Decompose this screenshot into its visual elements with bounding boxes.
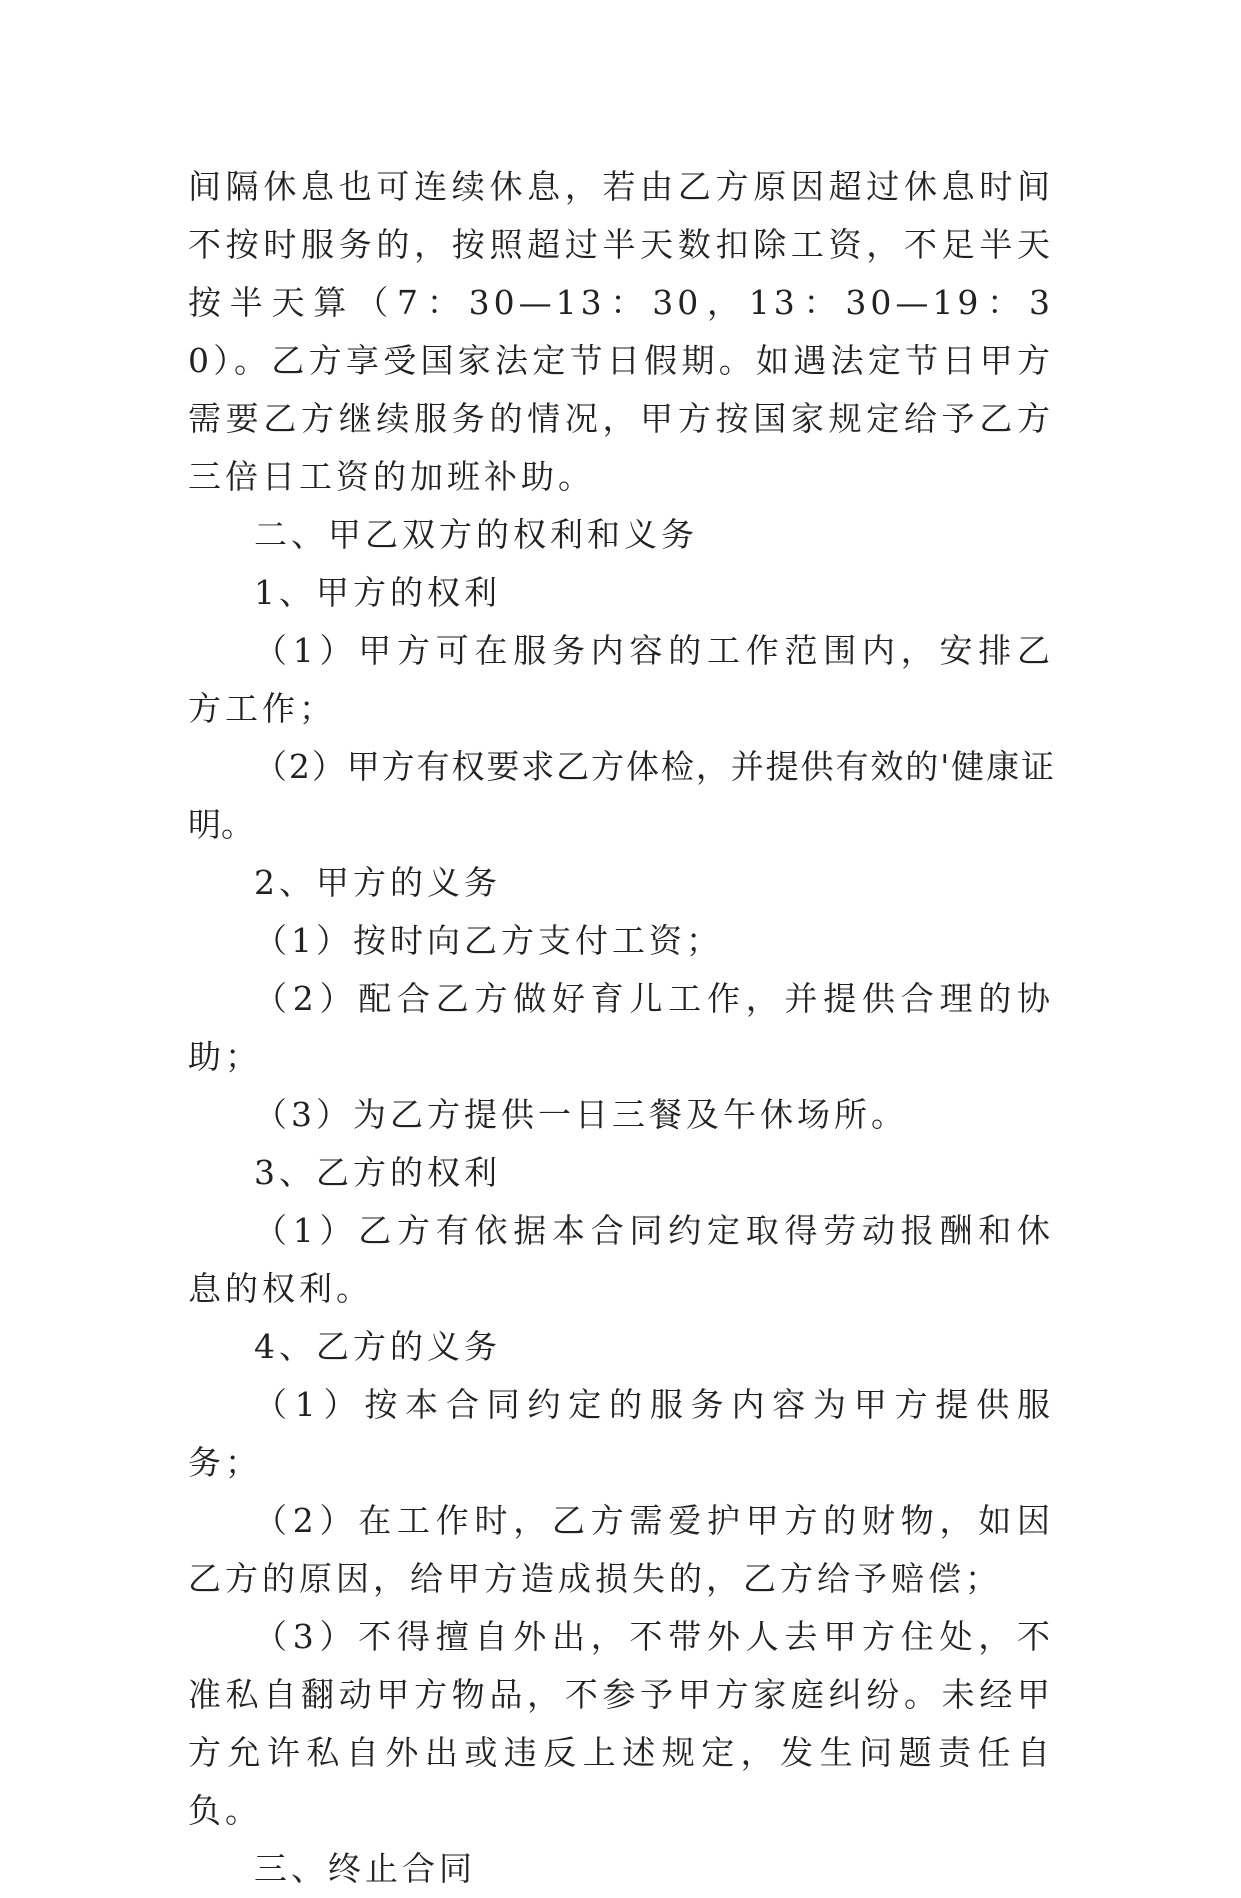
- clause-party-b-right-1: （1）乙方有依据本合同约定取得劳动报酬和休息的权利。: [188, 1211, 1054, 1308]
- clause-party-b-obligation-2: （2）在工作时，乙方需爱护甲方的财物，如因乙方的原因，给甲方造成损失的，乙方给予赔偿；: [188, 1501, 1054, 1598]
- subheading-party-a-rights: 1、甲方的权利: [254, 573, 501, 612]
- clause-party-a-right-1: （1）甲方可在服务内容的工作范围内，安排乙方工作；: [188, 631, 1054, 728]
- section-heading-termination: 三、终止合同: [254, 1849, 476, 1888]
- subheading-party-a-obligations: 2、甲方的义务: [254, 863, 501, 902]
- clause-party-a-obligation-1: （1）按时向乙方支付工资；: [254, 921, 723, 960]
- clause-party-b-obligation-1: （1）按本合同约定的服务内容为甲方提供服务；: [188, 1385, 1054, 1482]
- subheading-party-b-rights: 3、乙方的权利: [254, 1153, 501, 1192]
- clause-party-a-right-2: （2）甲方有权要求乙方体检，并提供有效的'健康证明。: [188, 747, 1054, 844]
- paragraph-rest-time: 间隔休息也可连续休息，若由乙方原因超过休息时间不按时服务的，按照超过半天数扣除工资，不足半天按半天算（7：30—13：30，13：30—19：30）。乙方享受国家法定节日假期。如遇法定节日甲方需要乙方继续服务的情况，甲方按国家规定给予乙方三倍日工资的加班补助。: [188, 167, 1054, 496]
- clause-party-a-obligation-2: （2）配合乙方做好育儿工作，并提供合理的协助；: [188, 979, 1054, 1076]
- subheading-party-b-obligations: 4、乙方的义务: [254, 1327, 501, 1366]
- section-heading-rights-obligations: 二、甲乙双方的权利和义务: [254, 515, 698, 554]
- clause-party-b-obligation-3: （3）不得擅自外出，不带外人去甲方住处，不准私自翻动甲方物品，不参予甲方家庭纠纷。未经甲方允许私自外出或违反上述规定，发生问题责任自负。: [188, 1617, 1054, 1830]
- document-body: [188, 158, 1054, 1898]
- clause-party-a-obligation-3: （3）为乙方提供一日三餐及午休场所。: [254, 1095, 908, 1134]
